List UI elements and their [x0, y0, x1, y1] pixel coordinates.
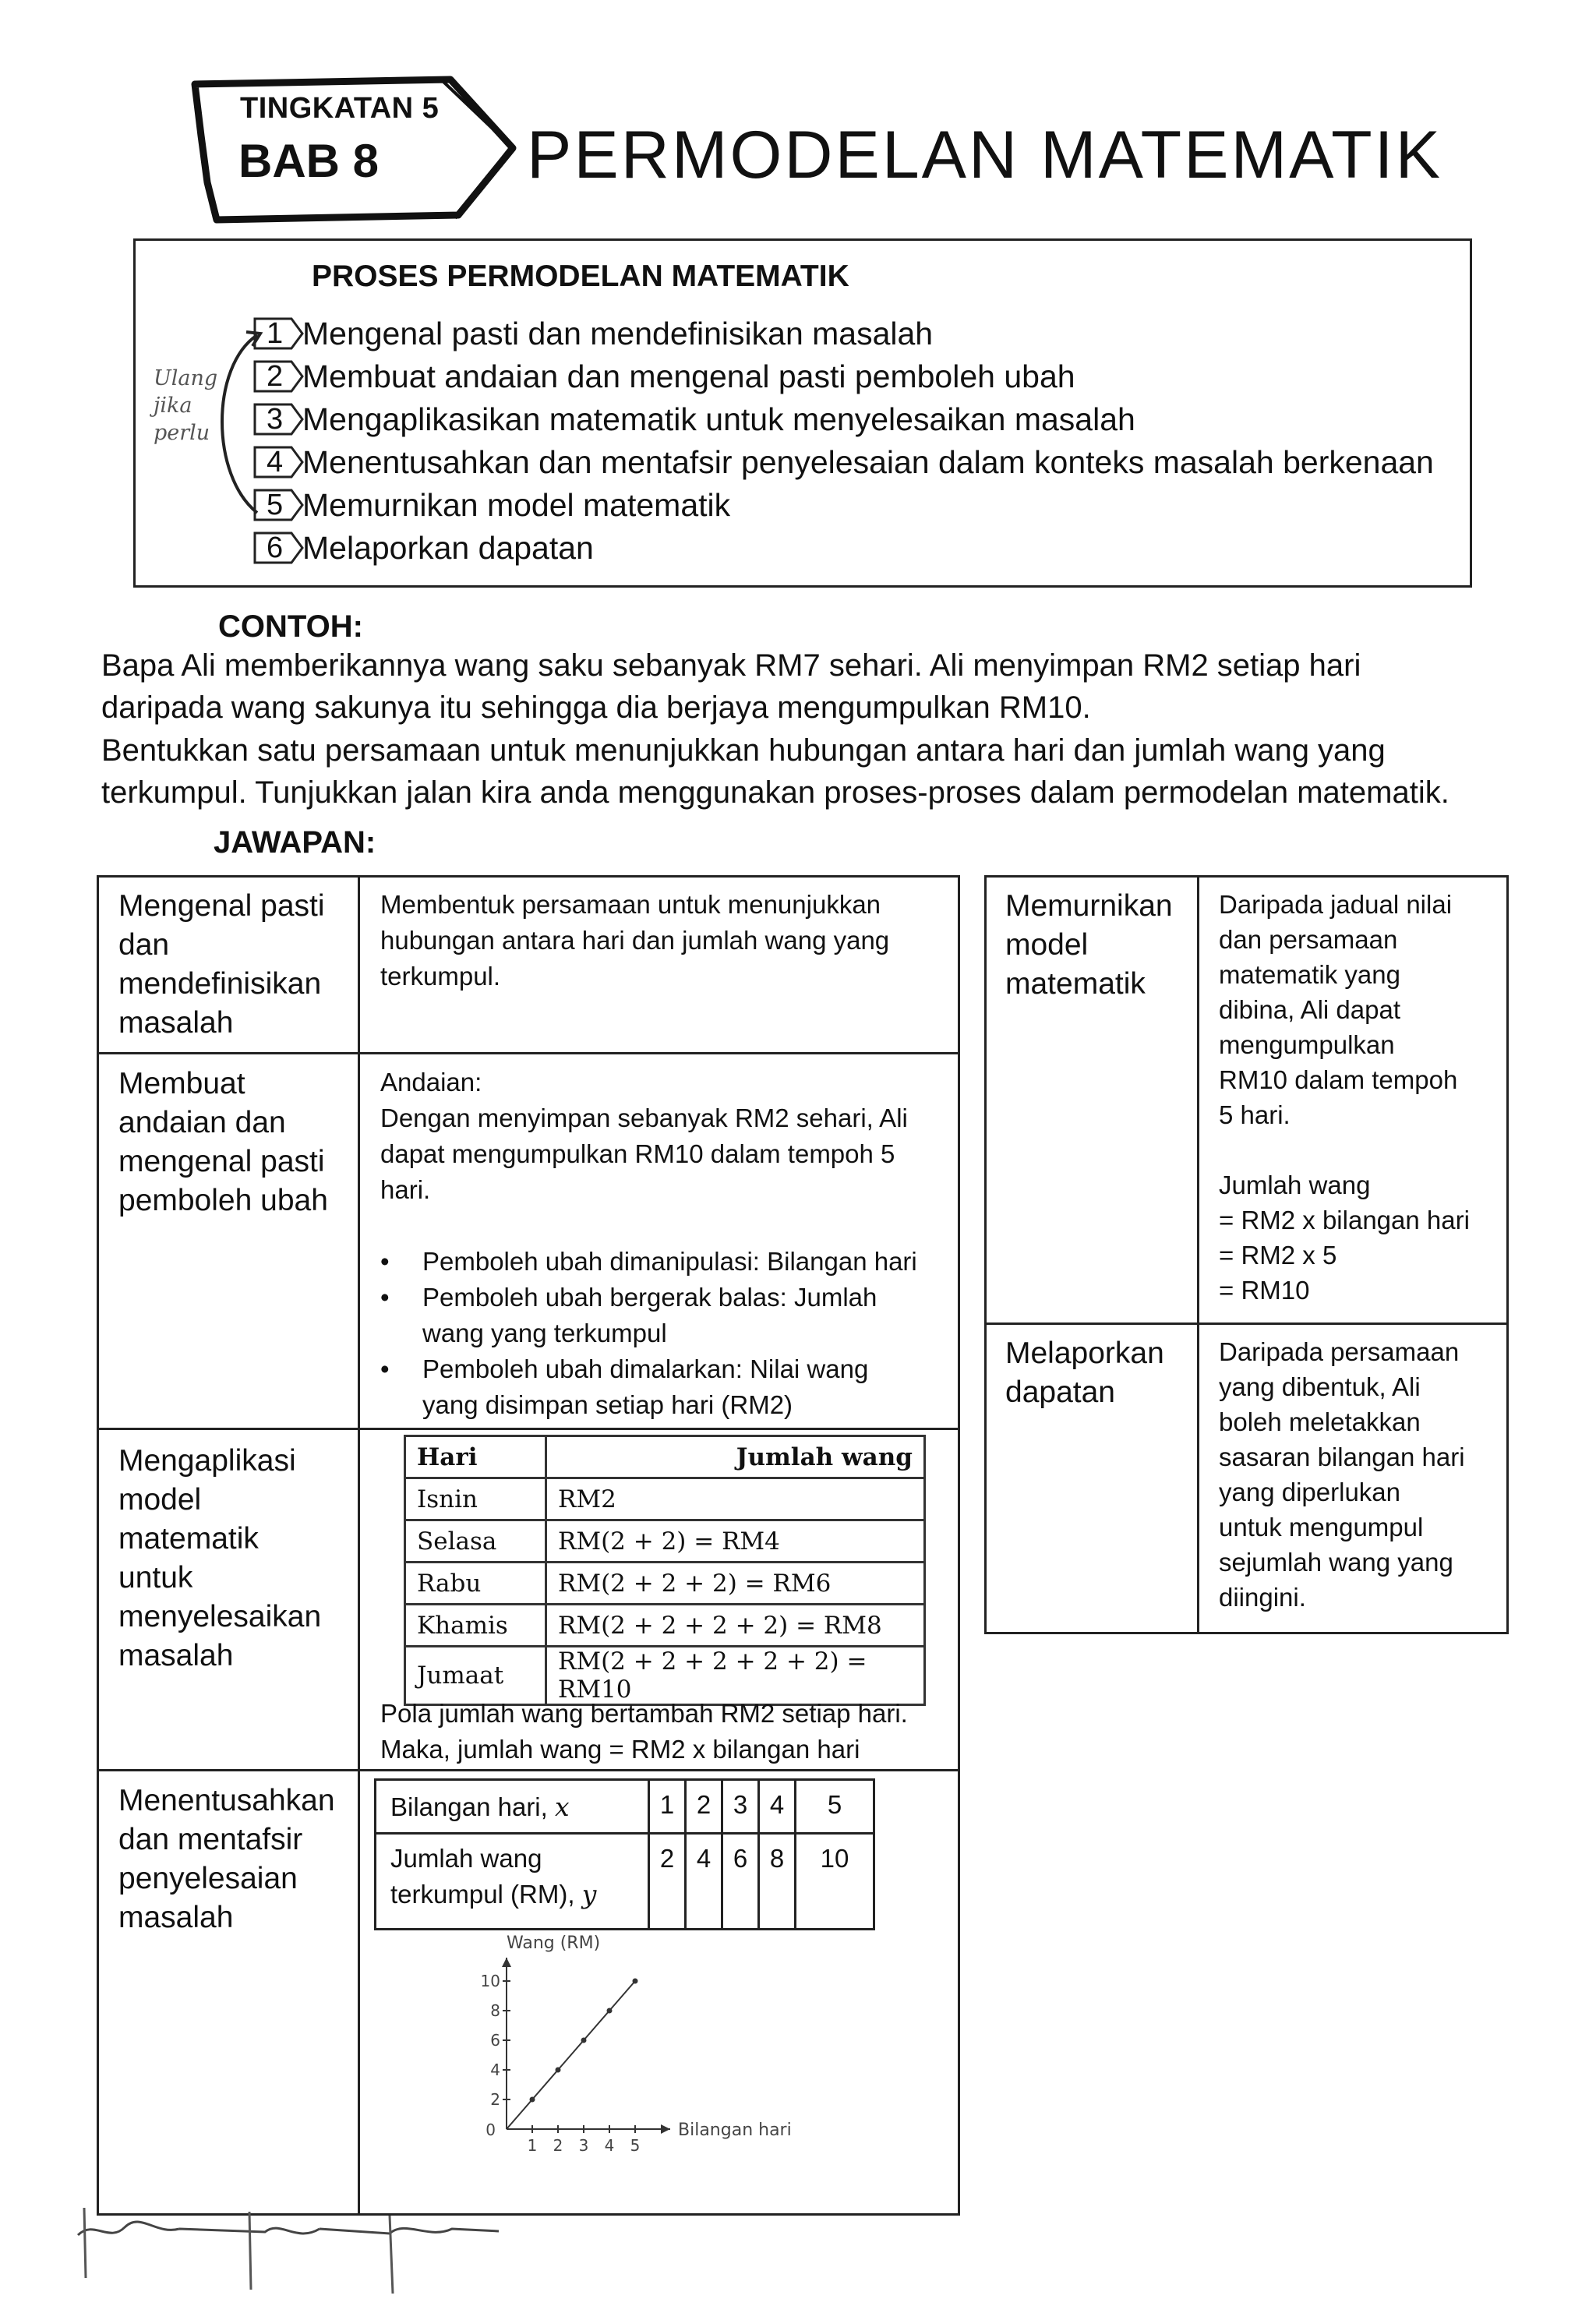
y-tick-label: 4	[490, 2061, 500, 2079]
row5-content-line: matematik yang	[1219, 960, 1400, 989]
question-line-2: daripada wang sakunya itu sehingga dia berjaya mengumpulkan RM10.	[101, 690, 1091, 725]
row2-intro-line: Andaian:	[380, 1068, 482, 1096]
row5-content-line: dan persamaan	[1219, 925, 1398, 954]
row6-label	[1005, 1334, 1164, 1412]
row2-intro-line: dapat mengumpulkan RM10 dalam tempoh 5	[380, 1139, 895, 1168]
row6-content-line: Daripada persamaan	[1219, 1337, 1460, 1366]
step-text: Menentusahkan dan mentafsir penyelesaian dalam konteks masalah berkenaan	[302, 443, 1434, 480]
x-label: Bilangan hari,	[390, 1792, 555, 1821]
loop-note-2: jika	[154, 394, 192, 418]
left-table-top-border	[97, 875, 960, 878]
variable-line: • Pemboleh ubah bergerak balas: Jumlah	[422, 1283, 877, 1312]
x-axis-label: Bilangan hari	[678, 2121, 792, 2140]
step-number-badge	[252, 358, 302, 394]
row5-content-line: mengumpulkan	[1219, 1030, 1395, 1059]
y-variable: y	[581, 1879, 597, 1909]
step-text: Mengaplikasikan matematik untuk menyelesaikan masalah	[302, 401, 1135, 437]
hari-cell: Isnin	[405, 1478, 546, 1520]
step-number: 2	[267, 360, 284, 393]
row1-label-line: dan	[118, 928, 170, 962]
y-label: Jumlah wang	[390, 1844, 542, 1873]
x-value: 4	[759, 1780, 796, 1834]
y-axis-label: Wang (RM)	[507, 1933, 601, 1953]
row3-label-line: untuk	[118, 1561, 193, 1594]
left-table-row-divider-1	[97, 1052, 960, 1054]
row5-calc-line: = RM10	[1219, 1276, 1310, 1305]
step-text: Memurnikan model matematik	[302, 486, 731, 523]
y-value: 8	[759, 1834, 796, 1930]
data-point	[581, 2038, 587, 2043]
step-number-badge	[252, 444, 302, 480]
origin-label: 0	[486, 2121, 496, 2139]
bab-label: BAB 8	[238, 135, 380, 187]
x-tick-label: 1	[527, 2136, 538, 2155]
row5-label	[1005, 887, 1173, 1004]
contoh-heading: CONTOH:	[218, 609, 363, 644]
jumlah-cell: RM(2 + 2 + 2 + 2 + 2) = RM10	[546, 1647, 925, 1705]
x-value: 5	[796, 1780, 874, 1834]
row1-content-line: Membentuk persamaan untuk menunjukkan	[380, 890, 881, 919]
left-table-right-border	[958, 875, 960, 2216]
step-number-badge	[252, 316, 302, 351]
row4-label-line: penyelesaian	[118, 1862, 298, 1895]
x-tick-label: 2	[553, 2136, 563, 2155]
process-step	[252, 313, 933, 354]
right-table-col-divider	[1197, 875, 1199, 1634]
y-row	[376, 1834, 874, 1930]
row5-calc-line: = RM2 x bilangan hari	[1219, 1206, 1470, 1234]
wang-graph	[468, 1933, 857, 2167]
y-label-cell	[376, 1834, 649, 1930]
question-line-4: terkumpul. Tunjukkan jalan kira anda menggunakan proses-proses dalam permodelan matematik.	[101, 775, 1449, 810]
row2-intro-line: Dengan menyimpan sebanyak RM2 sehari, Ali	[380, 1104, 908, 1132]
row6-content-line: boleh meletakkan	[1219, 1407, 1421, 1436]
row3-label-line: matematik	[118, 1522, 259, 1556]
hari-cell: Khamis	[405, 1605, 546, 1647]
x-tick-label: 3	[578, 2136, 589, 2155]
row6-content-line: yang dibentuk, Ali	[1219, 1372, 1421, 1401]
row5-content-line: RM10 dalam tempoh	[1219, 1065, 1458, 1094]
step-number-badge	[252, 401, 302, 437]
question-line-1: Bapa Ali memberikannya wang saku sebanyak RM7 sehari. Ali menyimpan RM2 setiap hari	[101, 648, 1361, 683]
variable-item	[380, 1351, 917, 1423]
jawapan-heading: JAWAPAN:	[214, 825, 376, 860]
row4-label-line: Menentusahkan	[118, 1784, 335, 1817]
step-number: 4	[267, 446, 284, 479]
step-text: Membuat andaian dan mengenal pasti pemboleh ubah	[302, 358, 1075, 394]
step-number: 3	[267, 403, 284, 436]
row2-label	[118, 1065, 328, 1220]
process-step	[252, 528, 594, 568]
jumlah-cell: RM(2 + 2 + 2) = RM6	[546, 1563, 925, 1605]
row6-content-line: sejumlah wang yang	[1219, 1548, 1453, 1577]
xy-table	[374, 1778, 875, 1930]
row1-label	[118, 887, 325, 1043]
y-value: 2	[649, 1834, 686, 1930]
right-table-bottom-border	[984, 1632, 1509, 1634]
row5-calc-line: Jumlah wang	[1219, 1171, 1371, 1199]
variable-line: • Pemboleh ubah dimalarkan: Nilai wang	[422, 1354, 869, 1383]
table-row	[405, 1563, 925, 1605]
hari-cell: Jumaat	[405, 1647, 546, 1705]
tingkatan-label: TINGKATAN 5	[240, 92, 440, 125]
row3-notes	[380, 1696, 908, 1767]
row2-intro-line: hari.	[380, 1175, 431, 1204]
loop-note-1: Ulang	[154, 366, 218, 390]
row5-label-line: matematik	[1005, 967, 1146, 1001]
row3-label-line: model	[118, 1483, 202, 1517]
data-point	[607, 2008, 613, 2014]
process-step	[252, 356, 1075, 397]
right-table-left-border	[984, 875, 987, 1634]
y-tick-label: 10	[480, 1972, 500, 1990]
row5-content-line: 5 hari.	[1219, 1100, 1291, 1129]
process-step	[252, 485, 730, 525]
row1-content-line: terkumpul.	[380, 962, 501, 991]
variables-list	[380, 1244, 917, 1423]
jumlah-cell: RM(2 + 2) = RM4	[546, 1520, 925, 1563]
y-label: terkumpul (RM),	[390, 1880, 582, 1909]
row4-label	[118, 1782, 335, 1937]
page-title: PERMODELAN MATEMATIK	[527, 118, 1442, 192]
row3-label-line: Mengaplikasi	[118, 1444, 296, 1478]
row2-label-line: andaian dan	[118, 1106, 286, 1139]
row5-calc-line: = RM2 x 5	[1219, 1241, 1337, 1270]
row2-label-line: pemboleh ubah	[118, 1184, 328, 1217]
row6-content-line: diingini.	[1219, 1583, 1306, 1612]
row5-content	[1219, 887, 1470, 1308]
row6-content-line: sasaran bilangan hari	[1219, 1443, 1465, 1471]
row4-label-line: dan mentafsir	[118, 1823, 303, 1856]
jumlah-header: Jumlah wang	[546, 1436, 925, 1478]
step-text: Mengenal pasti dan mendefinisikan masalah	[302, 315, 934, 351]
row6-content	[1219, 1334, 1465, 1615]
left-table-row-divider-2	[97, 1428, 960, 1430]
step-number: 5	[267, 489, 284, 521]
x-value: 2	[686, 1780, 722, 1834]
table-row	[405, 1520, 925, 1563]
row1-label-line: mendefinisikan	[118, 967, 322, 1001]
data-point	[556, 2068, 561, 2073]
variable-line: • Pemboleh ubah dimanipulasi: Bilangan hari	[422, 1247, 917, 1276]
x-tick-label: 5	[630, 2136, 641, 2155]
left-table-row-divider-3	[97, 1769, 960, 1771]
row2-label-line: mengenal pasti	[118, 1145, 325, 1178]
row2-content	[380, 1065, 917, 1423]
hari-table	[404, 1435, 926, 1706]
hari-table-header	[405, 1436, 925, 1478]
x-row	[376, 1780, 874, 1834]
right-table-row-divider	[984, 1323, 1509, 1325]
row3-label-line: menyelesaikan	[118, 1600, 322, 1633]
row6-content-line: yang diperlukan	[1219, 1478, 1400, 1506]
row5-content-line: Daripada jadual nilai	[1219, 890, 1453, 919]
loop-note-3: perlu	[154, 421, 210, 445]
row3-label	[118, 1442, 321, 1676]
step-text: Melaporkan dapatan	[302, 529, 594, 566]
row6-label-line: dapatan	[1005, 1375, 1115, 1409]
row3-note-line: Pola jumlah wang bertambah RM2 setiap hari.	[380, 1699, 908, 1728]
signature-mark	[62, 2142, 514, 2297]
step-number-badge	[252, 530, 302, 566]
process-step	[252, 442, 1434, 482]
data-point	[530, 2097, 535, 2103]
row5-content-line: dibina, Ali dapat	[1219, 995, 1401, 1024]
x-label-cell	[376, 1780, 649, 1834]
row1-content-line: hubungan antara hari dan jumlah wang yang	[380, 926, 890, 955]
row5-label-line: Memurnikan	[1005, 889, 1173, 923]
row1-label-line: Mengenal pasti	[118, 889, 325, 923]
x-value: 3	[722, 1780, 759, 1834]
left-table-col-divider	[358, 875, 360, 2216]
variable-item	[380, 1244, 917, 1280]
series-line	[507, 1981, 635, 2129]
row1-content	[380, 887, 889, 994]
x-tick-label: 4	[604, 2136, 615, 2155]
hari-cell: Rabu	[405, 1563, 546, 1605]
x-axis-arrow-icon	[661, 2124, 670, 2134]
jumlah-cell: RM(2 + 2 + 2 + 2) = RM8	[546, 1605, 925, 1647]
row2-label-line: Membuat	[118, 1067, 245, 1100]
row5-label-line: model	[1005, 928, 1089, 962]
step-number: 1	[267, 317, 284, 350]
hari-header: Hari	[405, 1436, 546, 1478]
jumlah-cell: RM2	[546, 1478, 925, 1520]
row6-label-line: Melaporkan	[1005, 1337, 1164, 1370]
step-number: 6	[267, 531, 284, 564]
variable-line: yang disimpan setiap hari (RM2)	[422, 1390, 793, 1419]
y-value: 6	[722, 1834, 759, 1930]
step-number-badge	[252, 487, 302, 523]
process-title: PROSES PERMODELAN MATEMATIK	[312, 260, 849, 293]
y-tick-label: 8	[490, 2001, 500, 2020]
row4-label-line: masalah	[118, 1901, 234, 1934]
row3-note-line: Maka, jumlah wang = RM2 x bilangan hari	[380, 1735, 860, 1764]
row3-label-line: masalah	[118, 1639, 234, 1672]
table-row	[405, 1478, 925, 1520]
right-table-top-border	[984, 875, 1509, 878]
right-table-right-border	[1506, 875, 1509, 1634]
hari-cell: Selasa	[405, 1520, 546, 1563]
y-tick-label: 6	[490, 2031, 500, 2050]
y-axis-arrow-icon	[502, 1958, 511, 1967]
row1-label-line: masalah	[118, 1006, 234, 1040]
x-value: 1	[649, 1780, 686, 1834]
variable-item	[380, 1280, 917, 1351]
y-tick-label: 2	[490, 2090, 500, 2109]
question-line-3: Bentukkan satu persamaan untuk menunjukkan hubungan antara hari dan jumlah wang yang	[101, 733, 1386, 768]
x-variable: x	[554, 1791, 570, 1822]
data-point	[633, 1979, 638, 1984]
table-row	[405, 1605, 925, 1647]
process-step	[252, 399, 1135, 440]
variable-line: wang yang terkumpul	[422, 1319, 667, 1347]
left-table-left-border	[97, 875, 99, 2216]
y-value: 4	[686, 1834, 722, 1930]
row6-content-line: untuk mengumpul	[1219, 1513, 1424, 1541]
y-value: 10	[796, 1834, 874, 1930]
